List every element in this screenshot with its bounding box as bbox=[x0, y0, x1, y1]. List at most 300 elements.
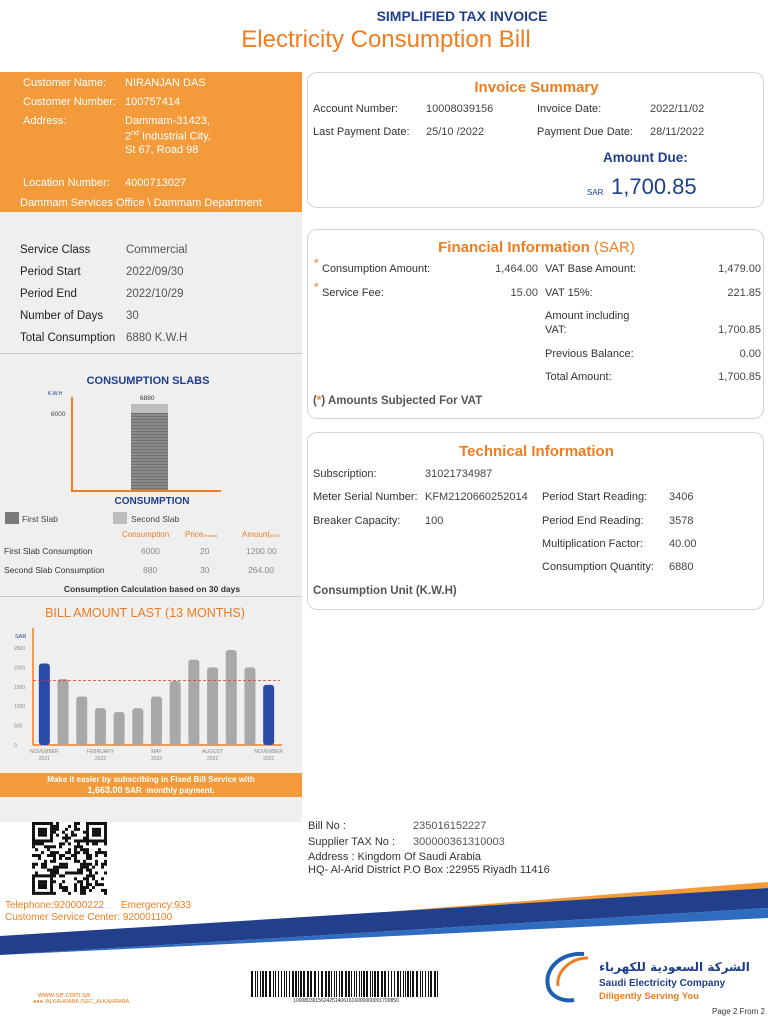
qr-module bbox=[74, 845, 77, 848]
qr-module bbox=[53, 825, 56, 828]
qr-module bbox=[86, 831, 89, 834]
address-line-1: Dammam-31423, bbox=[125, 115, 210, 127]
qr-module bbox=[95, 854, 98, 857]
qr-module bbox=[44, 822, 47, 825]
qr-module bbox=[53, 871, 56, 874]
qr-module bbox=[98, 848, 101, 851]
period-end-label: Period End bbox=[20, 288, 77, 300]
service-class: Commercial bbox=[126, 244, 188, 256]
barcode-bar bbox=[328, 971, 330, 997]
chart-bar bbox=[244, 667, 255, 745]
barcode-bar bbox=[428, 971, 429, 997]
barcode-bar bbox=[273, 971, 274, 997]
account-number-label: Account Number: bbox=[313, 103, 398, 115]
barcode-bar bbox=[262, 971, 264, 997]
chart-x-label: FEBRUARY bbox=[86, 749, 114, 755]
service-center-number[interactable]: Customer Service Center: 920001100 bbox=[5, 912, 173, 923]
barcode-bar bbox=[361, 971, 362, 997]
qr-module bbox=[65, 857, 68, 860]
consumption-quantity: 6880 bbox=[669, 561, 694, 573]
days-label: Number of Days bbox=[20, 310, 104, 322]
first-slab-bar bbox=[131, 413, 168, 490]
slab-row-amount: 264.00 bbox=[248, 565, 274, 575]
slabs-unit-label: K.W.H bbox=[48, 391, 63, 397]
qr-module bbox=[95, 871, 98, 874]
customer-number-label: Customer Number: bbox=[23, 96, 116, 108]
barcode-bar bbox=[257, 971, 258, 997]
qr-module bbox=[62, 854, 65, 857]
qr-module bbox=[38, 854, 41, 857]
qr-module bbox=[53, 845, 56, 848]
qr-module bbox=[44, 874, 47, 877]
chart-x-label: NOVEMBER bbox=[30, 749, 59, 755]
qr-module bbox=[104, 851, 107, 854]
qr-module bbox=[104, 860, 107, 863]
qr-module bbox=[68, 825, 71, 828]
barcode-bar bbox=[407, 971, 409, 997]
slab-row-label: First Slab Consumption bbox=[4, 546, 93, 556]
chart-y-tick: 1500 bbox=[14, 684, 26, 691]
qr-module bbox=[86, 839, 89, 842]
invoice-summary-card bbox=[307, 72, 764, 208]
qr-module bbox=[92, 842, 95, 845]
qr-module bbox=[83, 848, 86, 851]
amount-due-currency: SAR bbox=[587, 188, 604, 197]
qr-module bbox=[35, 863, 38, 866]
qr-module bbox=[104, 854, 107, 857]
qr-module bbox=[80, 845, 83, 848]
qr-module bbox=[74, 825, 77, 828]
qr-module bbox=[50, 851, 53, 854]
qr-module bbox=[104, 863, 107, 866]
qr-module bbox=[80, 869, 83, 872]
qr-module bbox=[50, 825, 53, 828]
qr-module bbox=[53, 831, 56, 834]
previous-balance-label: Previous Balance: bbox=[545, 348, 634, 360]
total-consumption: 6880 K.W.H bbox=[126, 332, 188, 344]
barcode-bar bbox=[351, 971, 352, 997]
qr-module bbox=[95, 831, 98, 834]
qr-module bbox=[53, 866, 56, 869]
barcode-bar bbox=[321, 971, 323, 997]
qr-module bbox=[104, 842, 107, 845]
qr-module bbox=[92, 874, 95, 877]
barcode-bar bbox=[403, 971, 404, 997]
slab-row-consumption: 6000 bbox=[141, 546, 160, 556]
qr-module bbox=[83, 860, 86, 863]
qr-module bbox=[41, 822, 44, 825]
vat-base-label: VAT Base Amount: bbox=[545, 263, 637, 275]
service-fee-label: Service Fee: bbox=[322, 287, 384, 299]
qr-module bbox=[104, 828, 107, 831]
qr-module bbox=[89, 874, 92, 877]
qr-module bbox=[59, 857, 62, 860]
vat-amount: 221.85 bbox=[727, 287, 761, 299]
barcode-bar bbox=[341, 971, 343, 997]
barcode-bar bbox=[292, 971, 294, 997]
barcode-bar bbox=[430, 971, 432, 997]
barcode-bar bbox=[331, 971, 332, 997]
qr-module bbox=[92, 831, 95, 834]
qr-module bbox=[104, 825, 107, 828]
barcode-bar bbox=[405, 971, 406, 997]
qr-module bbox=[74, 851, 77, 854]
qr-module bbox=[50, 854, 53, 857]
qr-module bbox=[47, 839, 50, 842]
qr-module bbox=[80, 863, 83, 866]
qr-module bbox=[89, 857, 92, 860]
qr-module bbox=[59, 845, 62, 848]
qr-module bbox=[68, 837, 71, 840]
barcode-bar bbox=[391, 971, 392, 997]
qr-module bbox=[77, 845, 80, 848]
qr-module bbox=[95, 842, 98, 845]
qr-module bbox=[50, 822, 53, 825]
qr-module bbox=[98, 822, 101, 825]
qr-module bbox=[86, 848, 89, 851]
qr-module bbox=[47, 845, 50, 848]
total-consumption-label: Total Consumption bbox=[20, 332, 116, 344]
qr-module bbox=[47, 822, 50, 825]
qr-module bbox=[68, 848, 71, 851]
barcode-bar bbox=[284, 971, 285, 997]
qr-module bbox=[77, 822, 80, 825]
qr-module bbox=[92, 822, 95, 825]
bill-info-block bbox=[303, 812, 768, 882]
barcode-bar bbox=[410, 971, 411, 997]
fixed-bill-banner[interactable] bbox=[0, 773, 302, 797]
qr-module bbox=[77, 871, 80, 874]
barcode-bar bbox=[356, 971, 357, 997]
emergency-number[interactable]: Emergency:933 bbox=[121, 900, 192, 911]
qr-module bbox=[59, 866, 62, 869]
barcode-bar bbox=[303, 971, 305, 997]
vat-label: VAT 15%: bbox=[545, 287, 593, 299]
amount-due-label: Amount Due: bbox=[603, 150, 688, 165]
customer-name-label: Customer Name: bbox=[23, 77, 107, 89]
last-payment-date: 25/10 /2022 bbox=[426, 126, 485, 138]
customer-number: 100757414 bbox=[125, 96, 181, 108]
qr-module bbox=[35, 822, 38, 825]
qr-module bbox=[53, 828, 56, 831]
chart-x-label: MAY bbox=[151, 749, 162, 755]
service-class-label: Service Class bbox=[20, 244, 91, 256]
slab-row-price: 20 bbox=[200, 546, 210, 556]
second-slab-legend-label: Second Slab bbox=[131, 514, 180, 524]
consumption-amount: 1,464.00 bbox=[495, 263, 538, 275]
barcode-bar bbox=[397, 971, 399, 997]
breaker-capacity-label: Breaker Capacity: bbox=[313, 515, 401, 527]
chart-bar bbox=[95, 708, 106, 745]
barcode-bar bbox=[394, 971, 395, 997]
qr-module bbox=[56, 866, 59, 869]
qr-module bbox=[50, 871, 53, 874]
fixed-bill-line2: 1,663.00 SAR monthly payment. bbox=[87, 785, 215, 795]
barcode bbox=[251, 971, 441, 997]
first-slab-legend-label: First Slab bbox=[22, 514, 58, 524]
vat-asterisk: * bbox=[314, 256, 319, 270]
qr-module bbox=[50, 828, 53, 831]
barcode-bar bbox=[275, 971, 276, 997]
invoice-date-label: Invoice Date: bbox=[537, 103, 602, 115]
qr-module bbox=[32, 822, 35, 825]
qr-module bbox=[32, 866, 35, 869]
qr-module bbox=[32, 874, 35, 877]
bill-history-title: BILL AMOUNT LAST (13 MONTHS) bbox=[45, 606, 245, 620]
divider bbox=[0, 596, 302, 597]
end-reading-label: Period End Reading: bbox=[542, 515, 644, 527]
barcode-bar bbox=[384, 971, 386, 997]
qr-module bbox=[77, 860, 80, 863]
divider bbox=[0, 353, 302, 354]
qr-module bbox=[101, 839, 104, 842]
consumption-quantity-label: Consumption Quantity: bbox=[542, 561, 654, 573]
period-start-label: Period Start bbox=[20, 266, 81, 278]
qr-module bbox=[44, 834, 47, 837]
qr-module bbox=[38, 839, 41, 842]
barcode-bar bbox=[437, 971, 438, 997]
qr-module bbox=[68, 842, 71, 845]
due-date-label: Payment Due Date: bbox=[537, 126, 633, 138]
qr-module bbox=[47, 869, 50, 872]
barcode-bar bbox=[339, 971, 340, 997]
qr-module bbox=[32, 845, 35, 848]
bill-history-chart bbox=[0, 628, 302, 768]
qr-module bbox=[104, 831, 107, 834]
qr-module bbox=[38, 874, 41, 877]
qr-module bbox=[62, 866, 65, 869]
period-end: 2022/10/29 bbox=[126, 288, 184, 300]
address-line-2: 2nd Industrial City, bbox=[125, 130, 211, 143]
social-icons: ●●● bbox=[33, 999, 45, 1005]
qr-module bbox=[74, 839, 77, 842]
qr-module bbox=[83, 837, 86, 840]
consumption-unit-note: Consumption Unit (K.W.H) bbox=[313, 585, 457, 597]
qr-module bbox=[83, 866, 86, 869]
financial-info-card bbox=[307, 229, 764, 419]
qr-module bbox=[65, 837, 68, 840]
qr-module bbox=[44, 866, 47, 869]
qr-module bbox=[98, 834, 101, 837]
qr-module bbox=[56, 869, 59, 872]
barcode-bar bbox=[372, 971, 373, 997]
slab-col-consumption: Consumption bbox=[122, 530, 170, 539]
barcode-bar bbox=[314, 971, 316, 997]
barcode-bar bbox=[265, 971, 267, 997]
qr-module bbox=[71, 854, 74, 857]
barcode-bar bbox=[422, 971, 423, 997]
qr-module bbox=[38, 831, 41, 834]
qr-module bbox=[53, 860, 56, 863]
qr-module bbox=[38, 834, 41, 837]
qr-module bbox=[62, 863, 65, 866]
slabs-y-tick: 6000 bbox=[51, 411, 66, 418]
chart-y-tick: 1000 bbox=[14, 704, 26, 711]
qr-module bbox=[89, 871, 92, 874]
barcode-bar bbox=[260, 971, 261, 997]
qr-module bbox=[80, 839, 83, 842]
barcode-bar bbox=[400, 971, 401, 997]
barcode-bar bbox=[374, 971, 376, 997]
qr-module bbox=[98, 851, 101, 854]
total-amount-label: Total Amount: bbox=[545, 371, 612, 383]
chart-y-tick: 500 bbox=[14, 723, 23, 730]
previous-balance: 0.00 bbox=[739, 348, 761, 360]
chart-y-tick: 2500 bbox=[14, 646, 26, 652]
qr-module bbox=[62, 837, 65, 840]
slab-col-amount: Amount(SAR) bbox=[242, 530, 281, 539]
qr-module bbox=[86, 834, 89, 837]
qr-module bbox=[77, 842, 80, 845]
chart-bar bbox=[132, 708, 143, 745]
qr-module bbox=[95, 834, 98, 837]
qr-module bbox=[56, 851, 59, 854]
qr-module bbox=[59, 863, 62, 866]
qr-module bbox=[68, 851, 71, 854]
qr-module bbox=[95, 839, 98, 842]
supplier-hq: HQ- Al-Arid District P.O Box :22955 Riyadh 11416 bbox=[308, 864, 550, 876]
qr-module bbox=[44, 828, 47, 831]
qr-module bbox=[32, 825, 35, 828]
chart-bar bbox=[76, 697, 87, 746]
service-office: Dammam Services Office \ Dammam Department bbox=[20, 197, 262, 209]
qr-module bbox=[101, 863, 104, 866]
qr-module bbox=[41, 831, 44, 834]
qr-module bbox=[104, 871, 107, 874]
social-handles[interactable]: ●●● /ALKAHRABA /SEC_ALKAHRABA bbox=[33, 999, 130, 1005]
amount-incl-vat: 1,700.85 bbox=[718, 324, 761, 336]
qr-module bbox=[98, 831, 101, 834]
subscription: 31021734987 bbox=[425, 468, 493, 480]
slab-table bbox=[0, 530, 302, 580]
qr-module bbox=[74, 854, 77, 857]
barcode-bar bbox=[310, 971, 312, 997]
qr-module bbox=[32, 831, 35, 834]
invoice-type-heading: SIMPLIFIED TAX INVOICE bbox=[376, 8, 548, 24]
qr-module bbox=[86, 828, 89, 831]
qr-module bbox=[95, 822, 98, 825]
qr-module bbox=[32, 863, 35, 866]
qr-module bbox=[98, 828, 101, 831]
qr-module bbox=[38, 857, 41, 860]
chart-x-label: NOVEMBER bbox=[254, 749, 283, 755]
second-slab-legend-swatch bbox=[113, 512, 127, 524]
qr-module bbox=[32, 837, 35, 840]
company-name-arabic: الشركة السعودية للكهرباء bbox=[599, 960, 750, 974]
qr-module bbox=[74, 857, 77, 860]
account-number: 10008039156 bbox=[426, 103, 494, 115]
qr-module bbox=[35, 842, 38, 845]
days: 30 bbox=[126, 310, 139, 322]
slab-row-amount: 1200.00 bbox=[246, 546, 277, 556]
qr-module bbox=[35, 848, 38, 851]
location-number: 4000713027 bbox=[125, 177, 187, 189]
qr-module bbox=[104, 839, 107, 842]
financial-info-title: Financial Information (SAR) bbox=[438, 239, 635, 256]
chart-bar bbox=[151, 697, 162, 746]
qr-module bbox=[65, 834, 68, 837]
qr-module bbox=[89, 869, 92, 872]
start-reading: 3406 bbox=[669, 491, 694, 503]
start-reading-label: Period Start Reading: bbox=[542, 491, 648, 503]
barcode-bar bbox=[298, 971, 299, 997]
qr-module bbox=[89, 863, 92, 866]
qr-module bbox=[32, 854, 35, 857]
qr-module bbox=[44, 831, 47, 834]
website[interactable]: www.se.com.sa bbox=[38, 990, 91, 999]
meter-serial: KFM2120660252014 bbox=[425, 491, 528, 503]
qr-module bbox=[65, 839, 68, 842]
barcode-bar bbox=[336, 971, 337, 997]
qr-module bbox=[50, 837, 53, 840]
supplier-tax-label: Supplier TAX No : bbox=[308, 836, 396, 848]
barcode-number: 10008039156242514061616000000001700850 bbox=[293, 998, 399, 1004]
qr-module bbox=[53, 854, 56, 857]
qr-module bbox=[62, 831, 65, 834]
qr-module bbox=[86, 857, 89, 860]
qr-module bbox=[104, 834, 107, 837]
bill-title: Electricity Consumption Bill bbox=[241, 26, 531, 53]
qr-module bbox=[71, 871, 74, 874]
qr-module bbox=[86, 866, 89, 869]
chart-bar bbox=[114, 712, 125, 745]
barcode-bar bbox=[269, 971, 271, 997]
qr-module bbox=[56, 822, 59, 825]
vat-note: (*) Amounts Subjected For VAT bbox=[313, 395, 483, 407]
incl-vat-label-1: Amount including bbox=[545, 310, 630, 322]
qr-module bbox=[77, 869, 80, 872]
qr-module bbox=[74, 828, 77, 831]
company-name: Saudi Electricity Company bbox=[599, 978, 726, 989]
page-number: Page 2 From 2 bbox=[712, 1007, 765, 1016]
qr-module bbox=[38, 822, 41, 825]
qr-module bbox=[41, 834, 44, 837]
slab-footnote: Consumption Calculation based on 30 days bbox=[63, 584, 241, 594]
barcode-bar bbox=[251, 971, 253, 997]
qr-module bbox=[32, 839, 35, 842]
qr-module bbox=[56, 834, 59, 837]
qr-module bbox=[92, 834, 95, 837]
qr-module bbox=[35, 874, 38, 877]
qr-module bbox=[95, 863, 98, 866]
incl-vat-label-2: VAT: bbox=[545, 324, 567, 336]
chart-x-label: AUGUST bbox=[202, 749, 223, 755]
barcode-bar bbox=[420, 971, 421, 997]
qr-module bbox=[50, 834, 53, 837]
qr-module bbox=[50, 869, 53, 872]
qr-module bbox=[65, 863, 68, 866]
slab-bar-label: 6880 bbox=[140, 395, 155, 402]
qr-module bbox=[83, 863, 86, 866]
period-start: 2022/09/30 bbox=[126, 266, 184, 278]
barcode-bar bbox=[388, 971, 389, 997]
slab-row-label: Second Slab Consumption bbox=[4, 565, 105, 575]
slab-row-consumption: 880 bbox=[143, 565, 158, 575]
barcode-bar bbox=[370, 971, 371, 997]
qr-module bbox=[41, 866, 44, 869]
qr-module bbox=[47, 854, 50, 857]
qr-module bbox=[95, 860, 98, 863]
qr-module bbox=[62, 842, 65, 845]
chart-x-year: 2022 bbox=[207, 756, 219, 762]
qr-module bbox=[35, 839, 38, 842]
telephone[interactable]: Telephone:920000222 bbox=[5, 900, 104, 911]
slab-col-price: Price(Halala) bbox=[185, 530, 218, 539]
bill-number: 235016152227 bbox=[413, 820, 487, 832]
barcode-bar bbox=[348, 971, 350, 997]
slabs-y-axis bbox=[71, 397, 73, 491]
qr-module bbox=[83, 851, 86, 854]
